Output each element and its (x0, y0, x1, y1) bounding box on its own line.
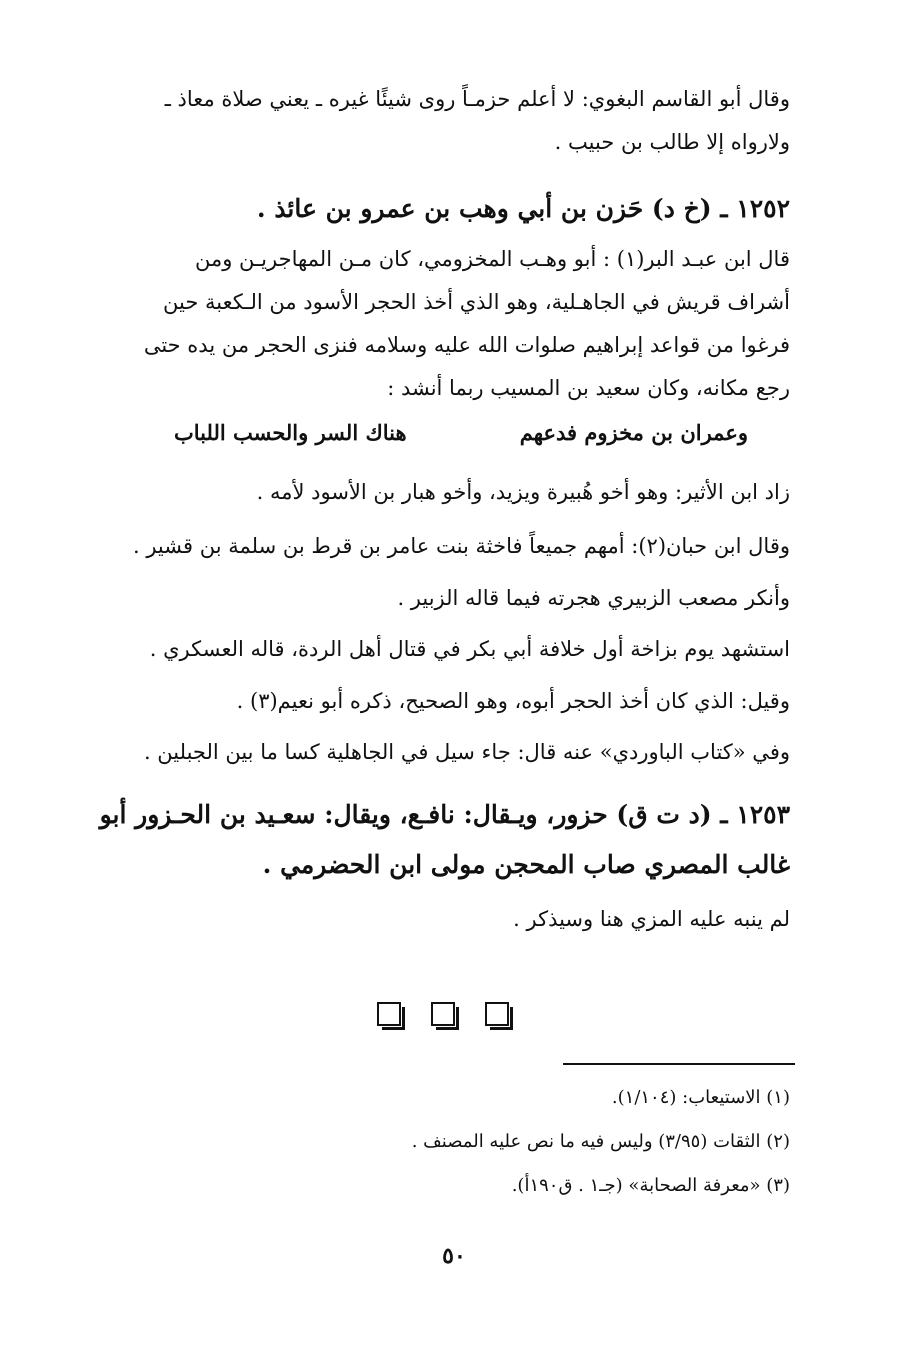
text-line: زاد ابن الأثير: وهو أخو هُبيرة ويزيد، وأخو هبار بن الأسود لأمه . (256, 480, 790, 504)
footnote-1: (١) الاستيعاب: (١/١٠٤). (611, 1087, 790, 1108)
text-line: وقيل: الذي كان أخذ الحجر أبوه، وهو الصحيح، ذكره أبو نعيم(٣) . (236, 689, 790, 713)
footnote-separator (563, 1063, 795, 1065)
paragraph-lam-yunabbih (190, 898, 790, 941)
text-line: وأنكر مصعب الزبيري هجرته فيما قاله الزبير . (397, 586, 790, 610)
text-line: رجع مكانه، وكان سعيد بن المسيب ربما أنشد : (387, 376, 790, 400)
paragraph-qila (96, 680, 790, 723)
page-number: ٥٠ (442, 1243, 466, 1269)
verse-first-hemistich: وعمران بن مخزوم فدعهم (519, 420, 748, 445)
entry-heading-1253 (96, 790, 790, 890)
entry-heading-1252 (96, 184, 790, 234)
paragraph-bughawi (96, 78, 790, 164)
text-line: وفي «كتاب الباوردي» عنه قال: جاء سيل في الجاهلية كسا ما بين الجبلين . (143, 740, 790, 764)
text-line: استشهد يوم بزاخة أول خلافة أبي بكر في قتال أهل الردة، قاله العسكري . (149, 637, 790, 661)
text-line: ولارواه إلا طالب بن حبيب . (554, 130, 790, 154)
text-line: فرغوا من قواعد إبراهيم صلوات الله عليه وسلامه فنزى الحجر من يده حتى (143, 333, 790, 357)
square-ornament-icon (431, 1002, 455, 1026)
entry-title-line: ١٢٥٣ ـ (د ت ق) حزور، ويـقال: نافـع، ويقال: سعـيد بن الحـزور أبو (99, 800, 790, 829)
verse-second-hemistich: هناك السر والحسب اللباب (174, 420, 407, 445)
paragraph-istashhad (96, 628, 790, 671)
footnote-2: (٢) الثقات (٣/٩٥) وليس فيه ما نص عليه المصنف . (411, 1131, 790, 1152)
paragraph-ibn-alathir (96, 471, 790, 514)
footnote-3: (٣) «معرفة الصحابة» (جـ١ . ق١٩٠أ). (511, 1175, 790, 1196)
paragraph-musab (96, 577, 790, 620)
paragraph-bawardi (96, 731, 790, 774)
paragraph-ibn-hibban (96, 525, 790, 568)
footnotes (96, 1076, 790, 1208)
square-ornament-icon (377, 1002, 401, 1026)
poem-verse (96, 420, 790, 460)
paragraph-ibn-abd-albarr (96, 238, 790, 410)
entry-title: ١٢٥٢ ـ (خ د) حَزن بن أبي وهب بن عمرو بن عائذ . (256, 194, 790, 223)
entry-title-line: غالب المصري صاب المحجن مولى ابن الحضرمي . (262, 850, 790, 879)
text-line: وقال أبو القاسم البغوي: لا أعلم حزمـاً روى شيئًا غيره ـ يعني صلاة معاذ ـ (164, 87, 790, 111)
text-line: قال ابن عبـد البر(١) : أبو وهـب المخزومي، كان مـن المهاجريـن ومن (194, 247, 790, 271)
square-ornament-icon (485, 1002, 509, 1026)
section-ornament (368, 1002, 518, 1032)
text-line: وقال ابن حبان(٢): أمهم جميعاً فاخثة بنت عامر بن قرط بن سلمة بن قشير . (132, 534, 790, 558)
text-line: لم ينبه عليه المزي هنا وسيذكر . (513, 907, 790, 931)
text-line: أشراف قريش في الجاهـلية، وهو الذي أخذ الحجر الأسود من الـكعبة حين (163, 290, 790, 314)
